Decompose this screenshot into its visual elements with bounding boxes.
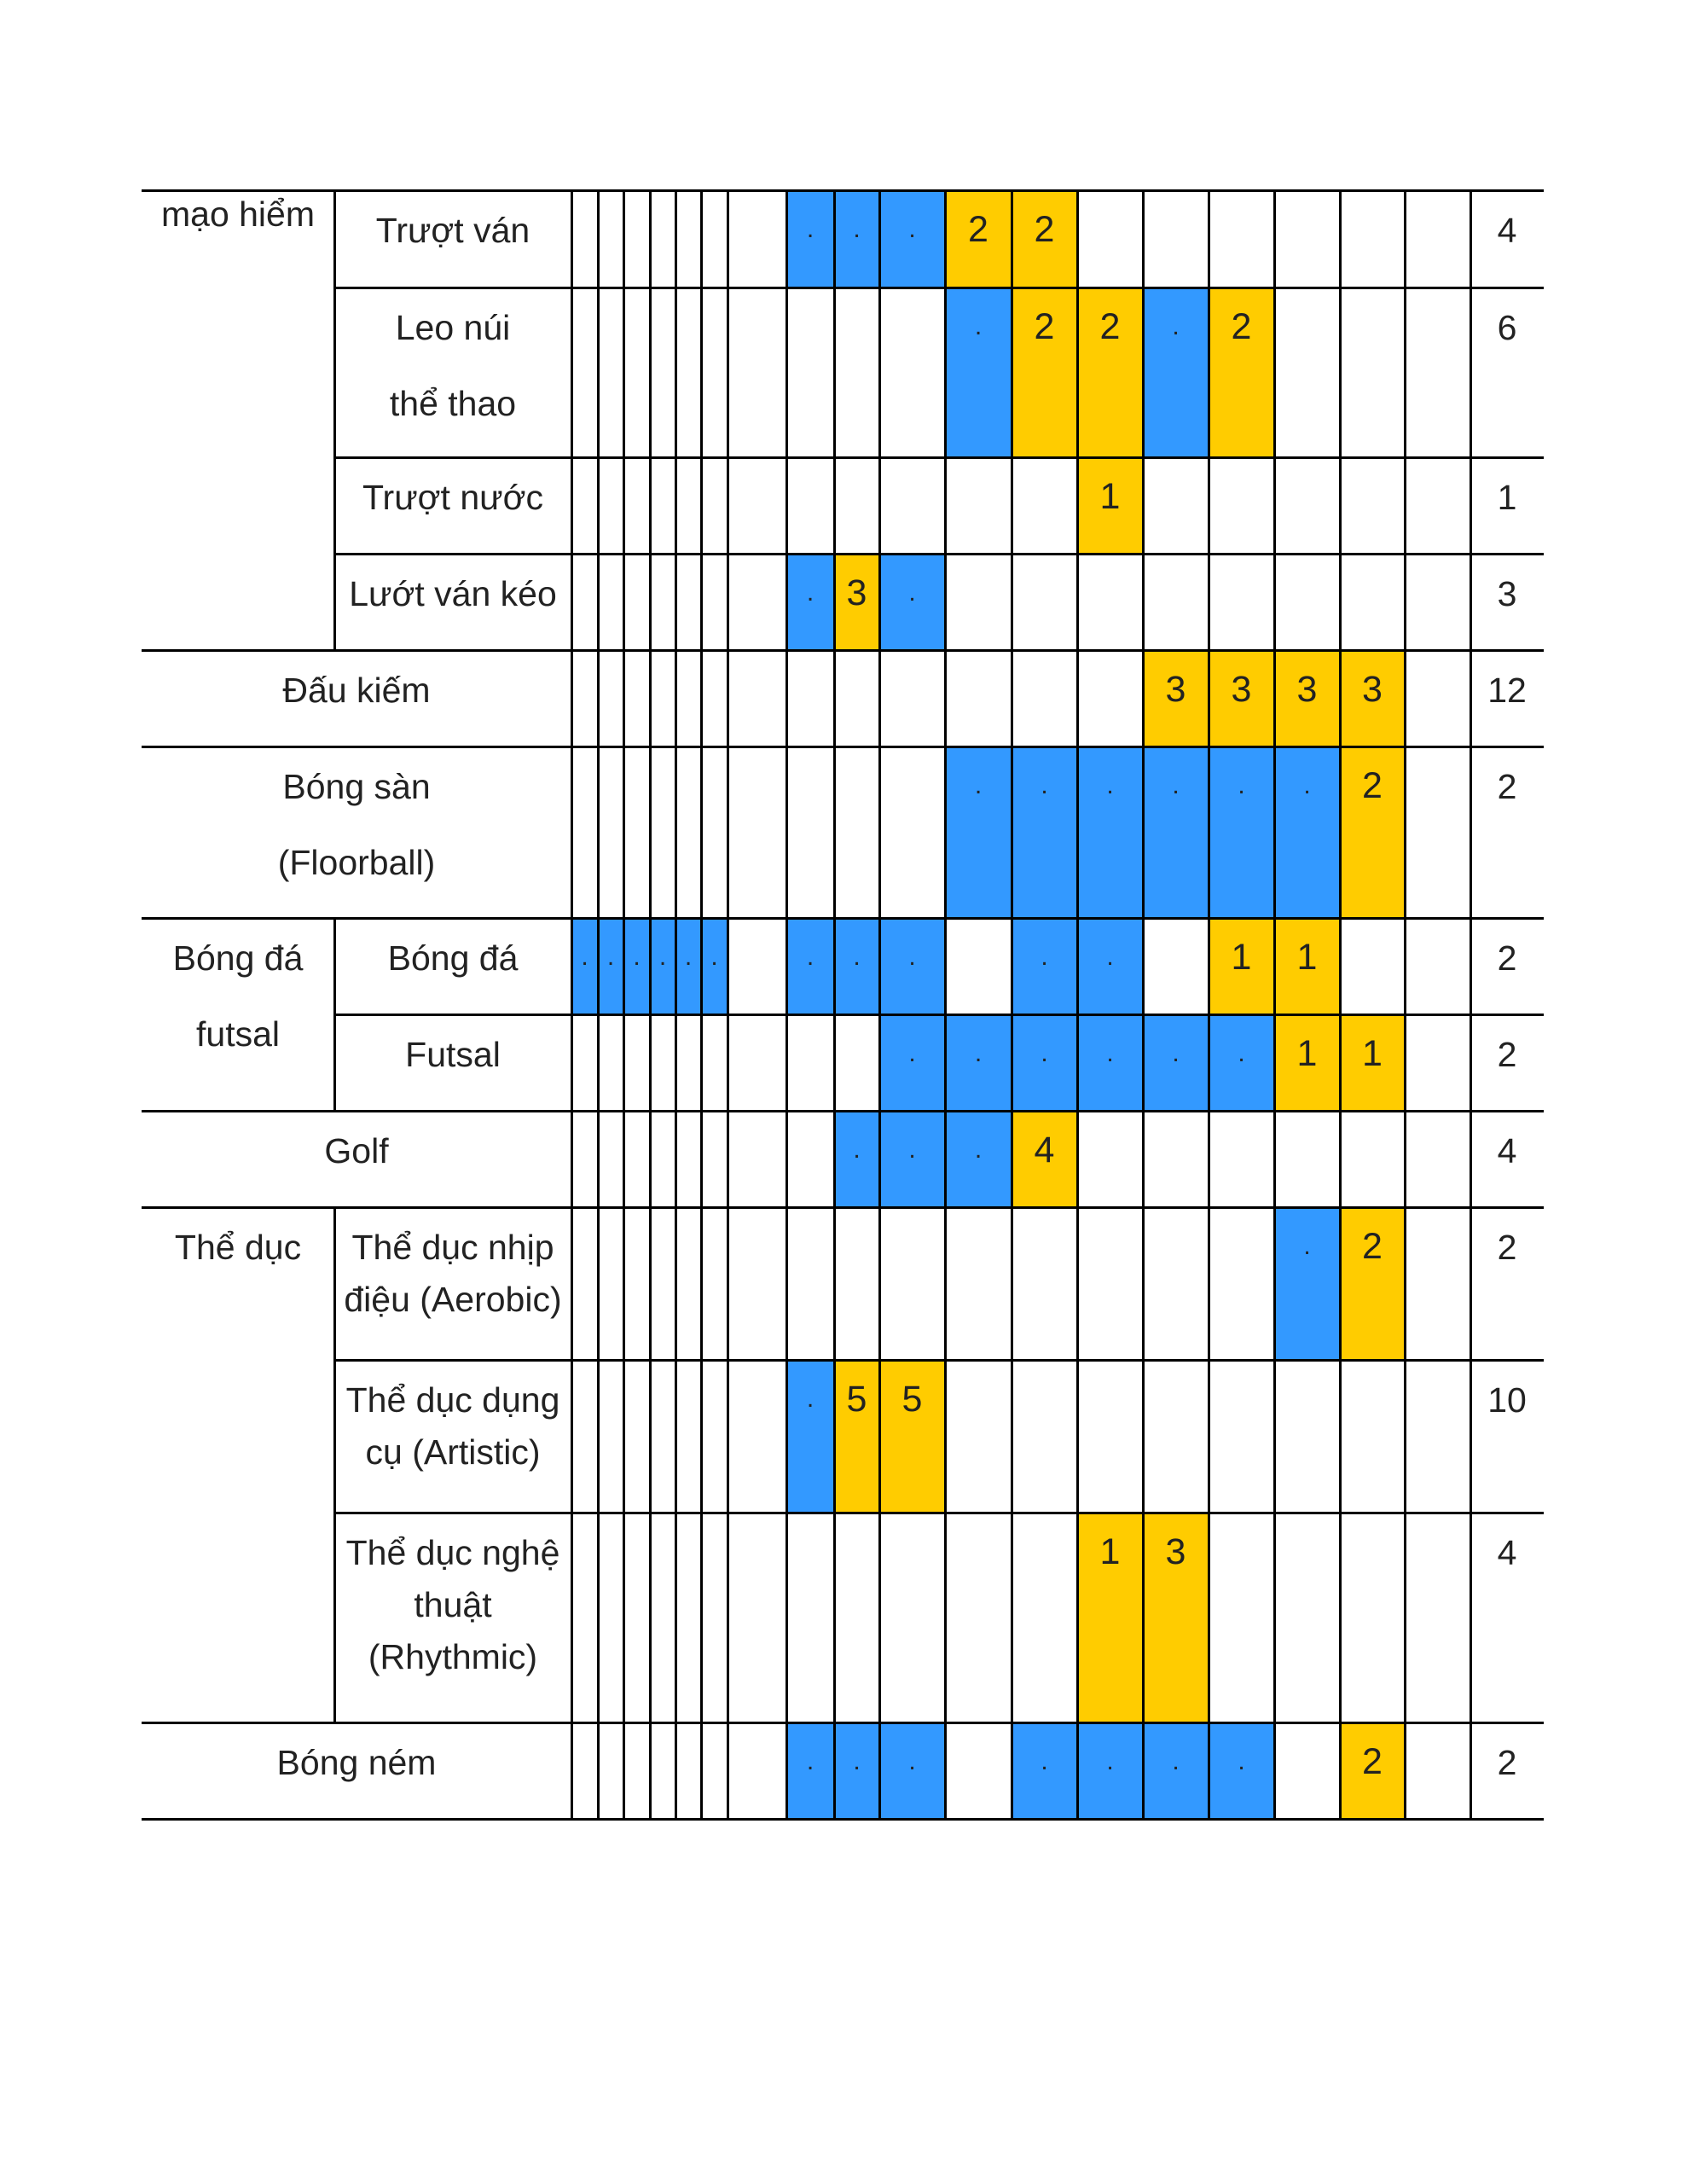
row-bong-nem-blue-cell xyxy=(1143,1722,1209,1819)
dot-mark: . xyxy=(806,1747,815,1775)
row-bong-da-label-line: Bóng đá xyxy=(387,938,519,978)
row-luot-van-keo-blue-cell xyxy=(879,554,945,650)
row-truot-nuoc-total-line: 1 xyxy=(1497,478,1517,517)
count-value: 3 xyxy=(1165,1531,1186,1572)
row-truot-van-total xyxy=(1470,213,1544,248)
group-column-divider xyxy=(333,1207,336,1722)
row-divider xyxy=(334,287,1544,289)
row-bong-san-total xyxy=(1470,767,1544,806)
dot-mark: . xyxy=(1172,312,1180,340)
row-bong-nem-blue-cell xyxy=(1077,1722,1143,1819)
row-luot-van-keo-total xyxy=(1470,574,1544,613)
row-bong-nem-yellow-cell xyxy=(1340,1722,1405,1819)
count-value: 5 xyxy=(901,1379,923,1420)
row-futsal-label xyxy=(334,1037,571,1072)
row-leo-nui-yellow-cell xyxy=(1209,288,1274,457)
row-divider xyxy=(334,1512,1544,1514)
row-dau-kiem-yellow-cell xyxy=(1274,650,1340,746)
dot-mark: . xyxy=(908,578,916,607)
row-leo-nui-yellow-cell xyxy=(1012,288,1077,457)
row-rhythmic-yellow-cell xyxy=(1077,1513,1143,1722)
row-bong-nem-blue-cell xyxy=(879,1722,945,1819)
dot-mark: . xyxy=(1172,771,1180,799)
row-futsal-blue-cell xyxy=(945,1014,1012,1111)
row-bong-san-blue-cell xyxy=(1077,746,1143,918)
row-artistic-total-line: 10 xyxy=(1487,1380,1527,1420)
row-futsal-yellow-cell xyxy=(1274,1014,1340,1111)
count-value: 5 xyxy=(846,1379,867,1420)
count-value: 2 xyxy=(1034,209,1055,250)
row-divider xyxy=(142,1110,1544,1112)
dot-mark: . xyxy=(974,312,983,340)
row-luot-van-keo-blue-cell xyxy=(786,554,834,650)
row-golf-label-line: Golf xyxy=(324,1131,389,1170)
row-bong-da-blue-cell xyxy=(675,918,701,1014)
row-dau-kiem-total-line: 12 xyxy=(1487,671,1527,710)
dot-mark: . xyxy=(1041,1747,1048,1775)
row-artistic-label-line: cụ (Artistic) xyxy=(365,1432,541,1472)
dot-mark: . xyxy=(908,1747,916,1775)
group-label-truot-van-line: mạo hiểm xyxy=(160,195,315,234)
row-bong-da-blue-cell xyxy=(1077,918,1143,1014)
row-bong-da-blue-cell xyxy=(623,918,650,1014)
row-futsal-blue-cell xyxy=(1143,1014,1209,1111)
timeline-column-divider xyxy=(649,190,652,1819)
row-golf-blue-cell xyxy=(834,1111,879,1207)
row-rhythmic-yellow-cell xyxy=(1143,1513,1209,1722)
row-artistic-yellow-cell xyxy=(834,1360,879,1513)
row-leo-nui-label-line: thể thao xyxy=(389,384,517,423)
row-dau-kiem-yellow-cell xyxy=(1143,650,1209,746)
dot-mark: . xyxy=(1041,943,1048,971)
timeline-column-divider xyxy=(1404,190,1406,1819)
count-value: 1 xyxy=(1231,937,1252,978)
row-rhythmic-total xyxy=(1470,1533,1544,1572)
dot-mark: . xyxy=(581,943,588,971)
dot-mark: . xyxy=(684,943,693,971)
dot-mark: . xyxy=(974,1039,983,1067)
group-label-bong-da-line: futsal xyxy=(196,1014,280,1054)
row-rhythmic-label-line: (Rhythmic) xyxy=(368,1637,538,1676)
dot-mark: . xyxy=(908,1136,916,1164)
timeline-column-divider xyxy=(786,190,788,1819)
row-bong-san-label-line: (Floorball) xyxy=(277,843,436,882)
row-divider xyxy=(334,553,1544,555)
dot-mark: . xyxy=(1106,771,1114,799)
timeline-column-divider xyxy=(1273,190,1276,1819)
row-golf-total-line: 4 xyxy=(1497,1131,1517,1170)
group-label-aerobic xyxy=(142,1230,334,1265)
row-dau-kiem-yellow-cell xyxy=(1209,650,1274,746)
group-label-truot-van xyxy=(142,197,334,232)
dot-mark: . xyxy=(853,1136,861,1164)
row-futsal-yellow-cell xyxy=(1340,1014,1405,1111)
row-aerobic-label xyxy=(334,1230,571,1317)
count-value: 1 xyxy=(1296,1033,1318,1074)
row-rhythmic-label xyxy=(334,1533,571,1676)
count-value: 3 xyxy=(1165,669,1186,710)
timeline-column-divider xyxy=(597,190,600,1819)
row-bong-da-blue-cell xyxy=(879,918,945,1014)
group-label-bong-da xyxy=(142,938,334,1054)
row-bong-san-blue-cell xyxy=(1274,746,1340,918)
row-golf-label xyxy=(142,1131,571,1170)
dot-mark: . xyxy=(974,771,983,799)
row-bong-da-label xyxy=(334,938,571,978)
dot-mark: . xyxy=(1303,771,1311,799)
row-truot-van-total-line: 4 xyxy=(1497,211,1517,250)
row-bong-nem-total xyxy=(1470,1745,1544,1780)
row-aerobic-label-line: điệu (Aerobic) xyxy=(344,1280,562,1319)
row-dau-kiem-label xyxy=(142,673,571,708)
row-golf-yellow-cell xyxy=(1012,1111,1077,1207)
row-bong-san-blue-cell xyxy=(945,746,1012,918)
dot-mark: . xyxy=(1238,771,1245,799)
count-value: 2 xyxy=(1362,1226,1383,1267)
row-bong-da-blue-cell xyxy=(834,918,879,1014)
row-artistic-label-line: Thể dục dụng xyxy=(345,1380,560,1420)
row-dau-kiem-label-line: Đấu kiếm xyxy=(282,671,431,710)
group-column-divider xyxy=(333,190,336,650)
row-rhythmic-total-line: 4 xyxy=(1497,1533,1517,1572)
row-divider xyxy=(334,1359,1544,1362)
row-truot-nuoc-label xyxy=(334,480,571,515)
row-bong-san-yellow-cell xyxy=(1340,746,1405,918)
row-luot-van-keo-total-line: 3 xyxy=(1497,574,1517,613)
row-truot-nuoc-label-line: Trượt nước xyxy=(362,478,543,517)
row-bong-san-blue-cell xyxy=(1012,746,1077,918)
row-luot-van-keo-label-line: Lướt ván kéo xyxy=(349,574,557,613)
count-value: 2 xyxy=(1362,765,1383,806)
dot-mark: . xyxy=(1106,1747,1114,1775)
row-divider xyxy=(142,1722,1544,1724)
row-bong-san-total-line: 2 xyxy=(1497,767,1517,806)
row-artistic-total xyxy=(1470,1380,1544,1420)
row-futsal-total xyxy=(1470,1037,1544,1072)
count-value: 1 xyxy=(1099,1531,1121,1572)
count-value: 2 xyxy=(1099,306,1121,347)
row-bong-da-yellow-cell xyxy=(1209,918,1274,1014)
row-bong-da-blue-cell xyxy=(786,918,834,1014)
sport-column-divider xyxy=(571,190,573,1819)
row-divider xyxy=(142,1818,1544,1821)
row-divider xyxy=(142,649,1544,652)
dot-mark: . xyxy=(658,943,667,971)
row-truot-van-label-line: Trượt ván xyxy=(375,211,530,250)
row-bong-san-blue-cell xyxy=(1209,746,1274,918)
timeline-column-divider xyxy=(878,190,881,1819)
count-value: 1 xyxy=(1099,476,1121,517)
group-column-divider xyxy=(333,918,336,1111)
dot-mark: . xyxy=(606,943,615,971)
row-leo-nui-yellow-cell xyxy=(1077,288,1143,457)
row-bong-san-label-line: Bóng sàn xyxy=(282,767,431,806)
timeline-column-divider xyxy=(675,190,677,1819)
dot-mark: . xyxy=(710,943,718,971)
row-luot-van-keo-label xyxy=(334,574,571,613)
row-divider xyxy=(334,1014,1544,1016)
row-golf-blue-cell xyxy=(945,1111,1012,1207)
dot-mark: . xyxy=(1041,771,1048,799)
count-value: 2 xyxy=(1362,1741,1383,1782)
timeline-column-divider xyxy=(1011,190,1013,1819)
row-aerobic-blue-cell xyxy=(1274,1207,1340,1360)
row-divider xyxy=(334,456,1544,459)
timeline-column-divider xyxy=(1142,190,1145,1819)
timeline-column-divider xyxy=(700,190,703,1819)
dot-mark: . xyxy=(1172,1039,1180,1067)
row-futsal-label-line: Futsal xyxy=(405,1035,501,1074)
row-leo-nui-blue-cell xyxy=(945,288,1012,457)
dot-mark: . xyxy=(806,1385,815,1413)
group-label-aerobic-line: Thể dục xyxy=(174,1228,302,1267)
row-rhythmic-label-line: thuật xyxy=(414,1585,492,1624)
dot-mark: . xyxy=(633,943,641,971)
count-value: 2 xyxy=(1034,306,1055,347)
row-leo-nui-label xyxy=(334,308,571,423)
row-truot-nuoc-yellow-cell xyxy=(1077,457,1143,554)
row-aerobic-label-line: Thể dục nhịp xyxy=(351,1228,554,1267)
dot-mark: . xyxy=(1041,1039,1048,1067)
row-truot-van-yellow-cell xyxy=(1012,190,1077,288)
dot-mark: . xyxy=(806,578,815,607)
dot-mark: . xyxy=(806,215,815,243)
timeline-column-divider xyxy=(944,190,947,1819)
row-leo-nui-label-line: Leo núi xyxy=(395,308,511,347)
row-luot-van-keo-yellow-cell xyxy=(834,554,879,650)
row-divider xyxy=(142,917,1544,920)
row-leo-nui-total xyxy=(1470,308,1544,347)
row-bong-san-label xyxy=(142,767,571,882)
dot-mark: . xyxy=(1238,1747,1245,1775)
row-truot-van-label xyxy=(334,213,571,248)
timeline-column-divider xyxy=(1208,190,1210,1819)
count-value: 3 xyxy=(846,572,867,613)
row-bong-san-blue-cell xyxy=(1143,746,1209,918)
row-artistic-label xyxy=(334,1380,571,1472)
row-truot-van-blue-cell xyxy=(834,190,879,288)
row-truot-nuoc-total xyxy=(1470,480,1544,515)
row-bong-da-blue-cell xyxy=(650,918,675,1014)
count-value: 3 xyxy=(1362,669,1383,710)
row-bong-nem-label-line: Bóng ném xyxy=(276,1743,437,1782)
row-truot-van-blue-cell xyxy=(879,190,945,288)
row-bong-nem-blue-cell xyxy=(1012,1722,1077,1819)
group-label-bong-da-line: Bóng đá xyxy=(172,938,304,978)
dot-mark: . xyxy=(1238,1039,1245,1067)
count-value: 3 xyxy=(1231,669,1252,710)
row-bong-nem-blue-cell xyxy=(786,1722,834,1819)
dot-mark: . xyxy=(1106,943,1114,971)
count-value: 1 xyxy=(1362,1033,1383,1074)
count-value: 2 xyxy=(968,209,988,250)
row-artistic-yellow-cell xyxy=(879,1360,945,1513)
dot-mark: . xyxy=(908,1039,916,1067)
row-bong-nem-label xyxy=(142,1745,571,1780)
row-golf-blue-cell xyxy=(879,1111,945,1207)
timeline-column-divider xyxy=(1339,190,1342,1819)
timeline-column-divider xyxy=(727,190,729,1819)
row-divider xyxy=(142,746,1544,748)
row-futsal-blue-cell xyxy=(1012,1014,1077,1111)
row-futsal-blue-cell xyxy=(1209,1014,1274,1111)
row-divider xyxy=(142,189,1544,192)
row-futsal-blue-cell xyxy=(1077,1014,1143,1111)
dot-mark: . xyxy=(908,215,916,243)
dot-mark: . xyxy=(806,943,815,971)
dot-mark: . xyxy=(974,1136,983,1164)
row-dau-kiem-total xyxy=(1470,673,1544,708)
dot-mark: . xyxy=(1106,1039,1114,1067)
row-dau-kiem-yellow-cell xyxy=(1340,650,1405,746)
row-bong-nem-blue-cell xyxy=(834,1722,879,1819)
timeline-column-divider xyxy=(833,190,836,1819)
row-truot-van-yellow-cell xyxy=(945,190,1012,288)
dot-mark: . xyxy=(853,1747,861,1775)
row-aerobic-total-line: 2 xyxy=(1497,1228,1517,1267)
timeline-column-divider xyxy=(623,190,625,1819)
count-value: 3 xyxy=(1296,669,1318,710)
count-value: 2 xyxy=(1231,306,1252,347)
row-aerobic-yellow-cell xyxy=(1340,1207,1405,1360)
row-leo-nui-total-line: 6 xyxy=(1497,308,1517,347)
row-bong-da-blue-cell xyxy=(701,918,728,1014)
row-bong-nem-blue-cell xyxy=(1209,1722,1274,1819)
count-value: 4 xyxy=(1034,1130,1055,1170)
row-bong-da-blue-cell xyxy=(1012,918,1077,1014)
row-bong-da-total xyxy=(1470,938,1544,978)
timeline-column-divider xyxy=(1470,190,1472,1819)
row-bong-da-blue-cell xyxy=(571,918,598,1014)
timeline-column-divider xyxy=(1076,190,1079,1819)
row-bong-da-yellow-cell xyxy=(1274,918,1340,1014)
dot-mark: . xyxy=(853,215,861,243)
dot-mark: . xyxy=(908,943,916,971)
count-value: 1 xyxy=(1296,937,1318,978)
row-futsal-blue-cell xyxy=(879,1014,945,1111)
row-aerobic-total xyxy=(1470,1230,1544,1265)
dot-mark: . xyxy=(1303,1232,1311,1260)
row-futsal-total-line: 2 xyxy=(1497,1035,1517,1074)
row-bong-da-total-line: 2 xyxy=(1497,938,1517,978)
row-leo-nui-blue-cell xyxy=(1143,288,1209,457)
row-rhythmic-label-line: Thể dục nghệ xyxy=(345,1533,560,1572)
row-divider xyxy=(142,1206,1544,1209)
row-bong-nem-total-line: 2 xyxy=(1497,1743,1517,1782)
dot-mark: . xyxy=(853,943,861,971)
row-artistic-blue-cell xyxy=(786,1360,834,1513)
row-golf-total xyxy=(1470,1131,1544,1170)
row-bong-da-blue-cell xyxy=(598,918,623,1014)
row-truot-van-blue-cell xyxy=(786,190,834,288)
dot-mark: . xyxy=(1172,1747,1180,1775)
